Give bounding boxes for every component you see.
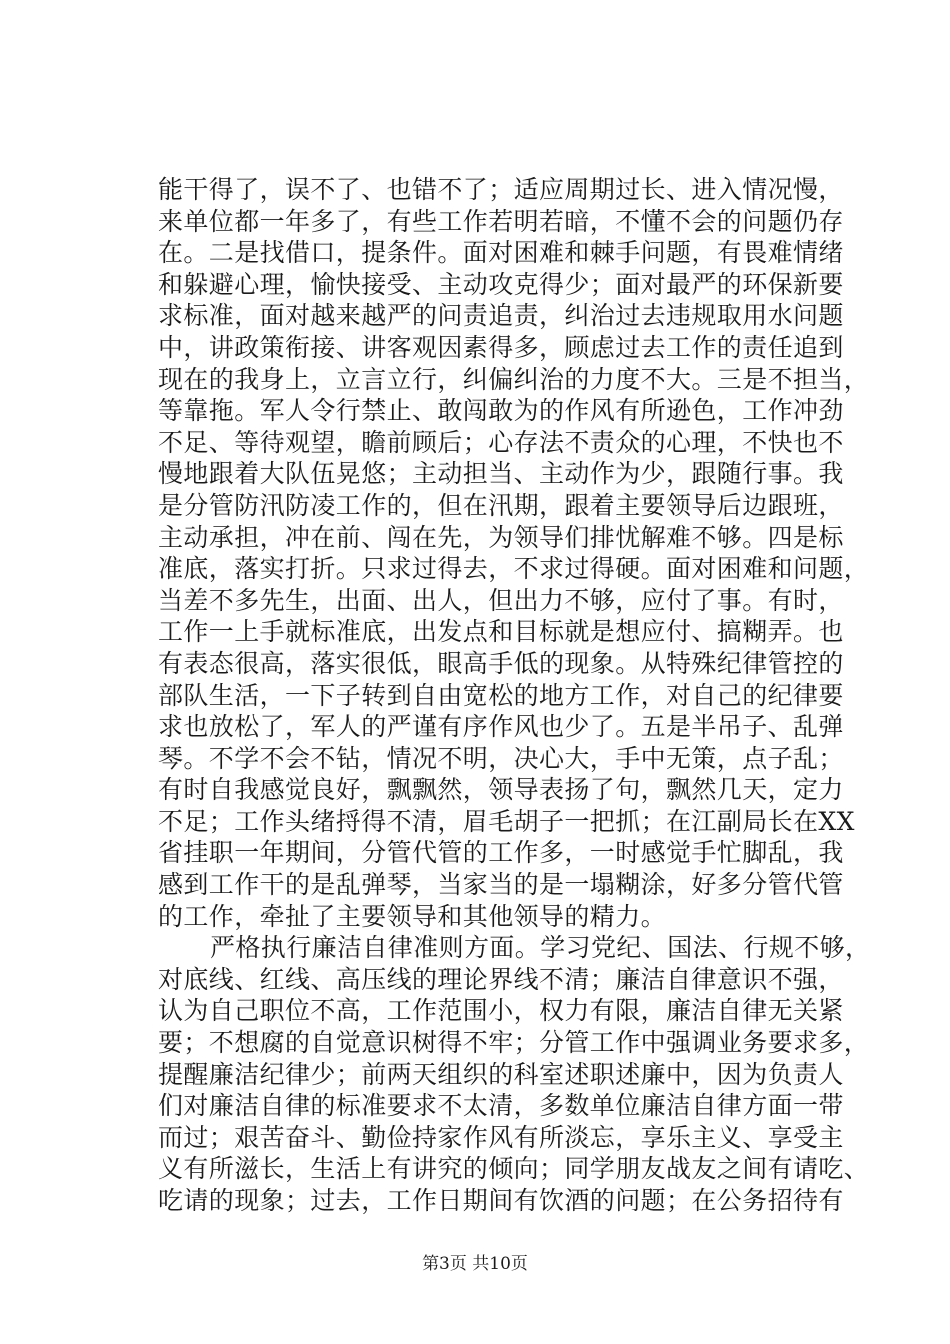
text-line: 和躲避心理，愉快接受、主动攻克得少；面对最严的环保新要 bbox=[158, 269, 844, 299]
text-line: 求也放松了，军人的严谨有序作风也少了。五是半吊子、乱弹 bbox=[158, 712, 844, 742]
text-line: 义有所滋长，生活上有讲究的倾向；同学朋友战友之间有请吃、 bbox=[158, 1154, 870, 1184]
text-line: 来单位都一年多了，有些工作若明若暗，不懂不会的问题仍存 bbox=[158, 206, 844, 236]
text-line: 提醒廉洁纪律少；前两天组织的科室述职述廉中，因为负责人 bbox=[158, 1059, 844, 1089]
text-line: 认为自己职位不高，工作范围小，权力有限，廉洁自律无关紧 bbox=[158, 996, 844, 1026]
text-line: 感到工作干的是乱弹琴，当家当的是一塌糊涂，好多分管代管 bbox=[158, 870, 844, 900]
text-line: 严格执行廉洁自律准则方面。学习党纪、国法、行规不够， bbox=[210, 933, 871, 963]
text-line: 的工作，牵扯了主要领导和其他领导的精力。 bbox=[158, 901, 667, 931]
text-line: 不足、等待观望，瞻前顾后；心存法不责众的心理，不快也不 bbox=[158, 427, 844, 457]
text-line: 有表态很高，落实很低，眼高手低的现象。从特殊纪律管控的 bbox=[158, 648, 844, 678]
text-line: 准底，落实打折。只求过得去，不求过得硬。面对困难和问题， bbox=[158, 554, 870, 584]
text-line: 有时自我感觉良好，飘飘然，领导表扬了句，飘然几天，定力 bbox=[158, 775, 844, 805]
text-line: 能干得了，误不了、也错不了；适应周期过长、进入情况慢， bbox=[158, 175, 844, 204]
text-line: 要；不想腐的自觉意识树得不牢；分管工作中强调业务要求多， bbox=[158, 1028, 870, 1058]
text-line: 对底线、红线、高压线的理论界线不清；廉洁自律意识不强， bbox=[158, 964, 844, 994]
text-line: 不足；工作头绪捋得不清，眉毛胡子一把抓；在江副局长在XX bbox=[158, 806, 855, 836]
text-line: 主动承担，冲在前、闯在先，为领导们排忧解难不够。四是标 bbox=[158, 522, 844, 552]
text-line: 是分管防汛防凌工作的，但在汛期，跟着主要领导后边跟班， bbox=[158, 490, 844, 520]
text-line: 部队生活，一下子转到自由宽松的地方工作，对自己的纪律要 bbox=[158, 680, 844, 710]
text-line: 吃请的现象；过去，工作日期间有饮酒的问题；在公务招待有 bbox=[158, 1186, 844, 1215]
text-line: 们对廉洁自律的标准要求不太清，多数单位廉洁自律方面一带 bbox=[158, 1091, 844, 1121]
text-line: 省挂职一年期间，分管代管的工作多，一时感觉手忙脚乱，我 bbox=[158, 838, 844, 868]
text-line: 当差不多先生，出面、出人，但出力不够，应付了事。有时， bbox=[158, 585, 844, 615]
text-line: 在。二是找借口，提条件。面对困难和棘手问题，有畏难情绪 bbox=[158, 238, 844, 268]
text-line: 工作一上手就标准底，出发点和目标就是想应付、搞糊弄。也 bbox=[158, 617, 844, 647]
text-line: 等靠拖。军人令行禁止、敢闯敢为的作风有所逊色，工作冲劲 bbox=[158, 396, 844, 426]
text-line: 而过；艰苦奋斗、勤俭持家作风有所淡忘，享乐主义、享受主 bbox=[158, 1122, 844, 1152]
text-line: 求标准，面对越来越严的问责追责，纠治过去违规取用水问题 bbox=[158, 301, 844, 331]
page-footer: 第3页 共10页 bbox=[422, 1254, 528, 1274]
text-line: 中，讲政策衔接、讲客观因素得多，顾虑过去工作的责任追到 bbox=[158, 332, 844, 362]
body-text bbox=[158, 174, 871, 1217]
text-line: 现在的我身上，立言立行，纠偏纠治的力度不大。三是不担当， bbox=[158, 364, 870, 394]
text-line: 慢地跟着大队伍晃悠；主动担当、主动作为少，跟随行事。我 bbox=[158, 459, 844, 489]
text-line: 琴。不学不会不钻，情况不明，决心大，手中无策，点子乱； bbox=[158, 743, 844, 773]
